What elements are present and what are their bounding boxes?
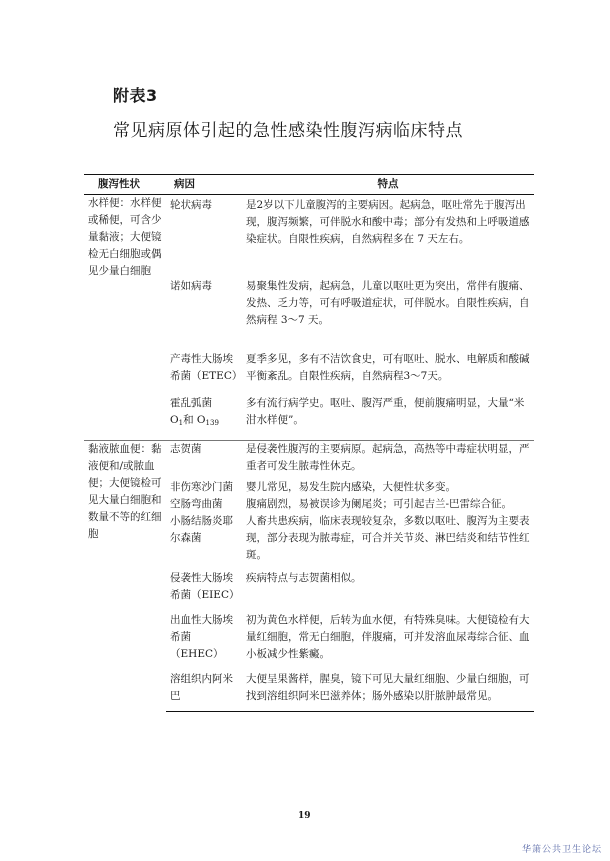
table-header-row <box>84 175 534 195</box>
clinical-features-table <box>84 174 534 712</box>
appendix-label: 附表3 <box>113 86 158 105</box>
cause-cell: 出血性大肠埃希菌（EHEC） <box>170 614 233 660</box>
cause-cell: 产毒性大肠埃希菌（ETEC） <box>170 353 243 382</box>
cause-cell: 小肠结肠炎耶尔森菌 <box>170 515 233 544</box>
feature-cell: 疾病特点与志贺菌相似。 <box>246 572 362 584</box>
feature-cell: 大便呈果酱样，腥臭，镜下可见大量红细胞、少量白细胞，可找到溶组织阿米巴滋养体；肠外感染以肝脓肿最常见。 <box>242 671 534 712</box>
table-row <box>84 195 534 279</box>
cause-cell: 溶组织内阿米巴 <box>166 671 242 712</box>
feature-cell: 是2岁以下儿童腹泻的主要病因。起病急，呕吐常先于腹泻出现，腹泻频繁，可伴脱水和酸中毒；部分有发热和上呼吸道感染症状。自限性疾病，自然病程多在 7 天左右。 <box>246 199 530 245</box>
feature-cell: 人畜共患疾病，临床表现较复杂，多数以呕吐、腹泻为主要表现，部分表现为脓毒症，可合并关节炎、淋巴结炎和结节性红斑。 <box>246 515 530 561</box>
column-header-stool: 腹泻性状 <box>84 175 166 195</box>
serogroup-o: O <box>170 414 179 426</box>
watermark: 华箫公共卫生论坛 <box>521 845 602 855</box>
feature-cell: 初为黄色水样便，后转为血水便，有特殊臭味。大便镜检有大量红细胞，常无白细胞，伴腹痛，可并发溶血尿毒综合征、血小板减少性紫癜。 <box>246 614 530 660</box>
stool-type-cell: 黏液脓血便：黏液便和/或脓血便；大便镜检可见大量白细胞和数量不等的红细胞 <box>84 441 166 712</box>
serogroup-mid: 和 O <box>183 414 206 426</box>
cause-cell: 诺如病毒 <box>170 280 212 292</box>
cause-cell <box>166 395 242 441</box>
feature-cell: 夏季多见，多有不洁饮食史，可有呕吐、脱水、电解质和酸碱平衡紊乱。自限性疾病，自然病程3～7天。 <box>246 353 530 382</box>
page-title: 常见病原体引起的急性感染性腹泻病临床特点 <box>113 121 463 141</box>
column-header-feature: 特点 <box>242 175 534 195</box>
page-number: 19 <box>298 811 311 821</box>
cause-cell: 非伤寒沙门菌 <box>170 481 233 493</box>
cause-cell: 轮状病毒 <box>170 199 212 211</box>
table-row <box>84 441 534 480</box>
feature-cell: 腹痛剧烈，易被误诊为阑尾炎；可引起吉兰-巴雷综合征。 <box>246 498 513 510</box>
feature-cell: 是侵袭性腹泻的主要病原。起病急，高热等中毒症状明显，严重者可发生脓毒性休克。 <box>242 441 534 480</box>
feature-cell: 易聚集性发病，起病急，儿童以呕吐更为突出，常伴有腹痛、发热、乏力等，可有呼吸道症状，可伴脱水。自限性疾病，自然病程 3～7 天。 <box>246 280 530 326</box>
column-header-cause: 病因 <box>166 175 242 195</box>
cause-main: 霍乱弧菌 <box>170 397 212 409</box>
cause-cell: 志贺菌 <box>166 441 242 480</box>
stool-type-cell: 水样便：水样便或稀便，可含少量黏液；大便镜检无白细胞或偶见少量白细胞 <box>88 197 162 277</box>
serogroup-sub-1: 1 <box>178 419 184 427</box>
serogroup-sub-139: 139 <box>205 419 219 427</box>
feature-cell: 多有流行病学史。呕吐、腹泻严重，便前腹痛明显，大量“米泔水样便”。 <box>246 397 525 426</box>
feature-cell: 婴儿常见，易发生院内感染，大便性状多变。 <box>246 481 456 493</box>
cause-cell: 侵袭性大肠埃希菌（EIEC） <box>170 572 240 601</box>
cause-cell: 空肠弯曲菌 <box>170 498 223 510</box>
